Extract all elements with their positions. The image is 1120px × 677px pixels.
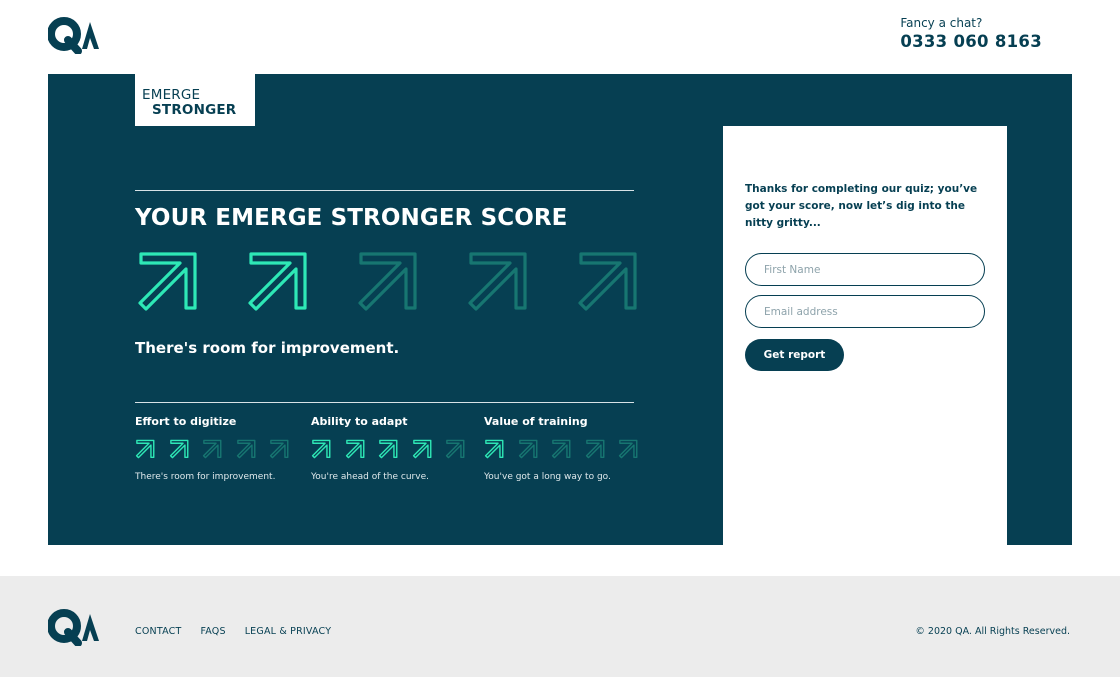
footer-link-faqs[interactable]: FAQS — [200, 626, 226, 637]
score-arrow-filled-icon — [311, 439, 331, 460]
footer-qa-logo[interactable] — [48, 608, 100, 646]
report-form-card — [723, 126, 1007, 545]
footer-link-legal-privacy[interactable]: LEGAL & PRIVACY — [244, 626, 332, 637]
qa-logo[interactable] — [48, 16, 100, 54]
score-arrow-filled-icon — [169, 439, 189, 460]
score-arrow-filled-icon — [412, 439, 432, 460]
category-title: Effort to digitize — [135, 415, 237, 428]
overall-score-arrows — [135, 250, 640, 316]
first-name-field[interactable] — [745, 253, 985, 286]
score-arrow-empty-icon — [518, 439, 538, 460]
category-title: Value of training — [484, 415, 588, 428]
category-value-of-training — [484, 414, 611, 483]
score-arrow-empty-icon — [551, 439, 571, 460]
badge-line2: STRONGER — [152, 102, 237, 118]
score-title: YOUR EMERGE STRONGER SCORE — [135, 205, 568, 231]
category-description: You've got a long way to go. — [484, 472, 611, 482]
score-arrow-empty-icon — [236, 439, 256, 460]
form-message: Thanks for completing our quiz; you’ve got your score, now let’s dig into the nitty gritty... — [745, 183, 978, 229]
emerge-stronger-badge — [135, 74, 255, 126]
category-score-arrows — [484, 439, 611, 461]
score-arrow-empty-icon — [202, 439, 222, 460]
category-description: You're ahead of the curve. — [311, 472, 429, 482]
score-arrow-empty-icon — [355, 250, 419, 316]
score-arrow-empty-icon — [575, 250, 639, 316]
contact-prompt: Fancy a chat? — [900, 16, 983, 30]
email-field[interactable] — [745, 295, 985, 328]
footer-links — [135, 626, 331, 637]
category-score-arrows — [135, 439, 275, 461]
badge-line1: EMERGE — [142, 87, 201, 103]
score-arrow-empty-icon — [445, 439, 465, 460]
phone-number[interactable]: 0333 060 8163 — [900, 32, 1042, 51]
qa-logo-icon — [48, 608, 100, 646]
score-arrow-filled-icon — [135, 250, 199, 316]
score-arrow-filled-icon — [135, 439, 155, 460]
get-report-button[interactable]: Get report — [745, 339, 844, 371]
footer-link-contact[interactable]: CONTACT — [135, 626, 182, 637]
divider-top — [135, 190, 634, 191]
qa-logo-icon — [48, 16, 100, 54]
copyright: © 2020 QA. All Rights Reserved. — [915, 626, 1070, 637]
score-arrow-filled-icon — [245, 250, 309, 316]
score-arrow-empty-icon — [618, 439, 638, 460]
score-arrow-filled-icon — [484, 439, 504, 460]
score-arrow-empty-icon — [585, 439, 605, 460]
score-arrow-filled-icon — [378, 439, 398, 460]
score-arrow-empty-icon — [269, 439, 289, 460]
footer — [0, 576, 1120, 677]
category-ability-to-adapt — [311, 414, 429, 483]
category-title: Ability to adapt — [311, 415, 408, 428]
header-contact — [900, 16, 1042, 52]
category-description: There's room for improvement. — [135, 472, 276, 482]
score-arrow-filled-icon — [345, 439, 365, 460]
score-hero — [48, 74, 1072, 545]
divider-middle — [135, 402, 634, 403]
category-score-arrows — [311, 439, 429, 461]
overall-result-text: There's room for improvement. — [135, 339, 400, 357]
category-effort-to-digitize — [135, 414, 275, 483]
score-arrow-empty-icon — [465, 250, 529, 316]
